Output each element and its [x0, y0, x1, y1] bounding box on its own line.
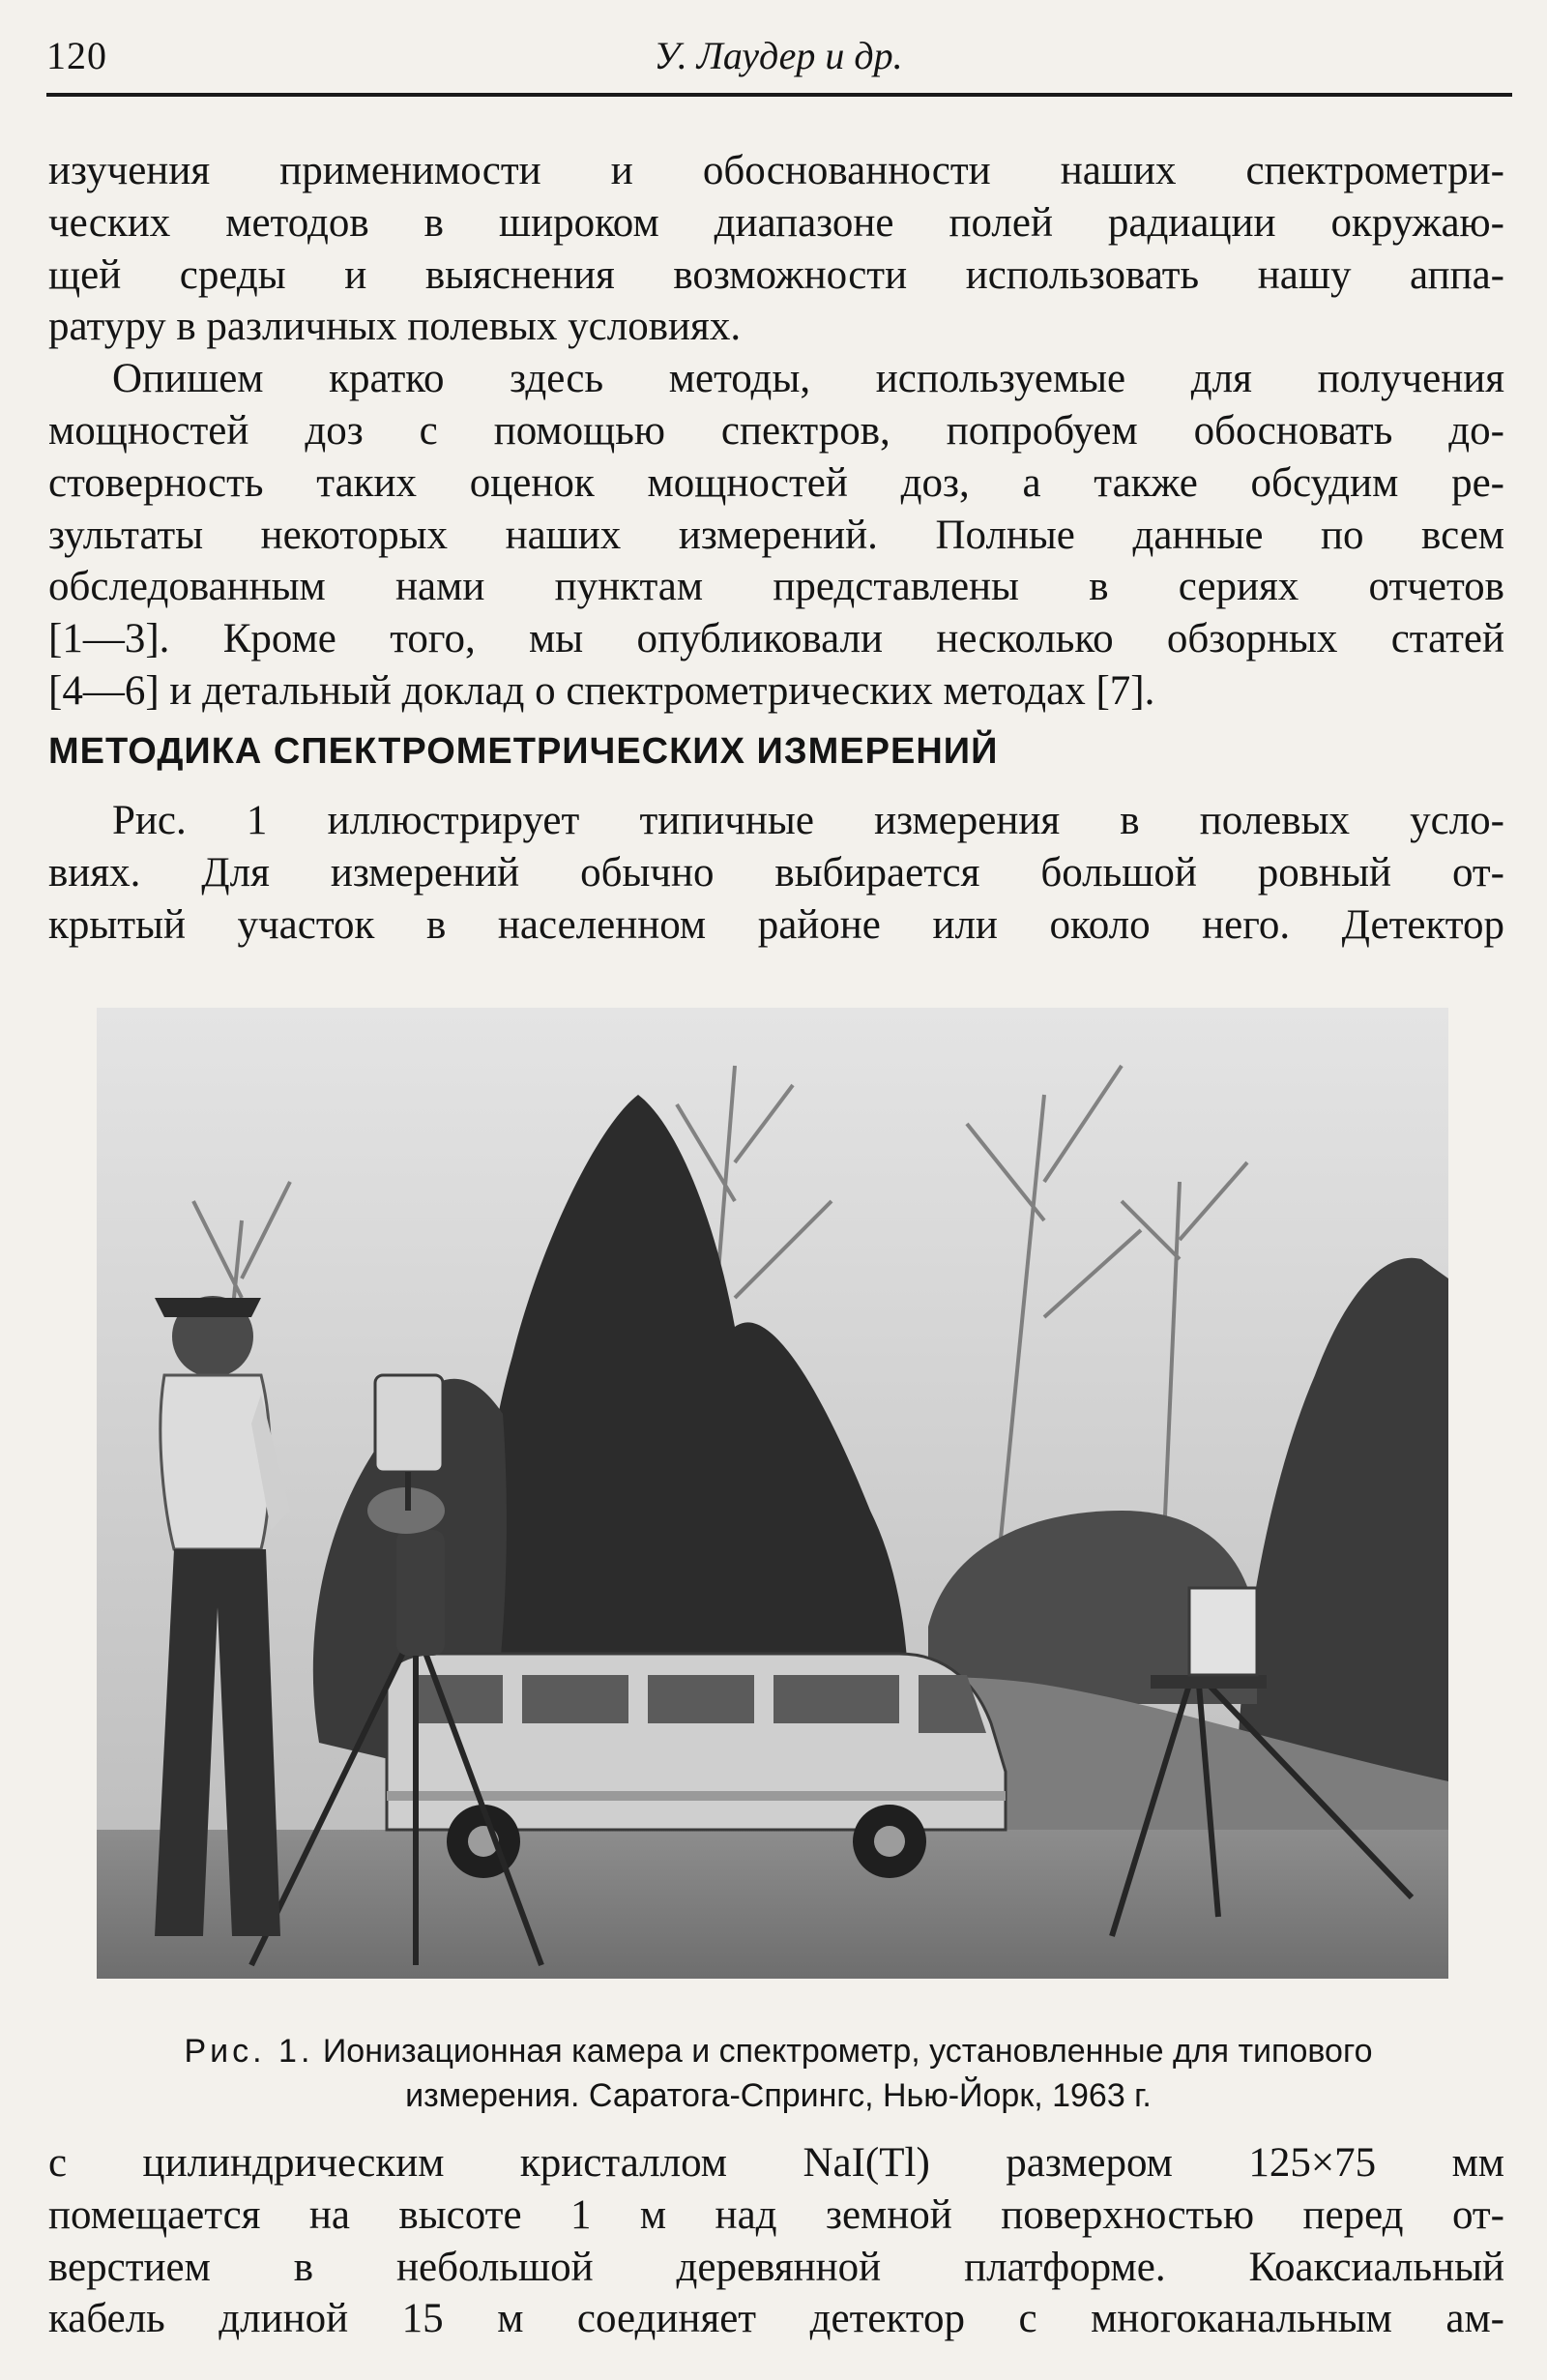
- section-heading: МЕТОДИКА СПЕКТРОМЕТРИЧЕСКИХ ИЗМЕРЕНИЙ: [48, 731, 999, 772]
- text-line: стоверность таких оценок мощностей доз, а также обсудим ре-: [48, 459, 1504, 506]
- text-line: изучения применимости и обоснованности наших спектрометри-: [48, 148, 1504, 193]
- text-line: кабель длиной 15 м соединяет детектор с многоканальным ам-: [48, 2296, 1504, 2342]
- figure-photo: [97, 1008, 1448, 1979]
- running-head: У. Лаудер и др.: [654, 34, 903, 77]
- caption-text: Ионизационная камера и спектрометр, установленные для типового: [322, 2033, 1373, 2070]
- text-line: Опишем кратко здесь методы, используемые для получения: [112, 356, 1504, 402]
- header-rule: [46, 93, 1512, 97]
- method-paragraph: [48, 795, 1504, 951]
- caption-label: Рис. 1.: [184, 2033, 314, 2070]
- text-line: ческих методов в широком диапазоне полей радиации окружаю-: [48, 199, 1504, 246]
- text-line: зультаты некоторых наших измерений. Полные данные по всем: [48, 512, 1504, 558]
- continuation-paragraph: [48, 2137, 1504, 2345]
- text-line: ратуру в различных полевых условиях.: [48, 304, 742, 350]
- intro-paragraphs: [48, 145, 1504, 718]
- text-line: щей среды и выяснения возможности использовать нашу аппа-: [48, 251, 1504, 298]
- text-line: [4—6] и детальный доклад о спектрометрических методах [7].: [48, 667, 1155, 714]
- text-line: [1—3]. Кроме того, мы опубликовали несколько обзорных статей: [48, 616, 1504, 662]
- text-line: Рис. 1 иллюстрирует типичные измерения в полевых усло-: [112, 798, 1504, 843]
- text-line: мощностей доз с помощью спектров, попробуем обосновать до-: [48, 407, 1504, 454]
- figure-caption: [58, 2029, 1499, 2073]
- page-number: 120: [46, 34, 107, 77]
- text-line: обследованным нами пунктам представлены в сериях отчетов: [48, 564, 1504, 610]
- field-measurement-photo: [97, 1008, 1448, 1979]
- text-line: виях. Для измерений обычно выбирается большой ровный от-: [48, 849, 1504, 896]
- page-header: [46, 27, 1510, 93]
- text-line: крытый участок в населенном районе или около него. Детектор: [48, 901, 1504, 948]
- text-line: верстием в небольшой деревянной платформе. Коаксиальный: [48, 2244, 1504, 2290]
- text-line: помещается на высоте 1 м над земной поверхностью перед от-: [48, 2191, 1504, 2238]
- text-line: с цилиндрическим кристаллом NaI(Tl) размером 125×75 мм: [48, 2140, 1504, 2186]
- figure-caption-line-2: измерения. Саратога-Спрингс, Нью-Йорк, 1963 г.: [405, 2077, 1152, 2114]
